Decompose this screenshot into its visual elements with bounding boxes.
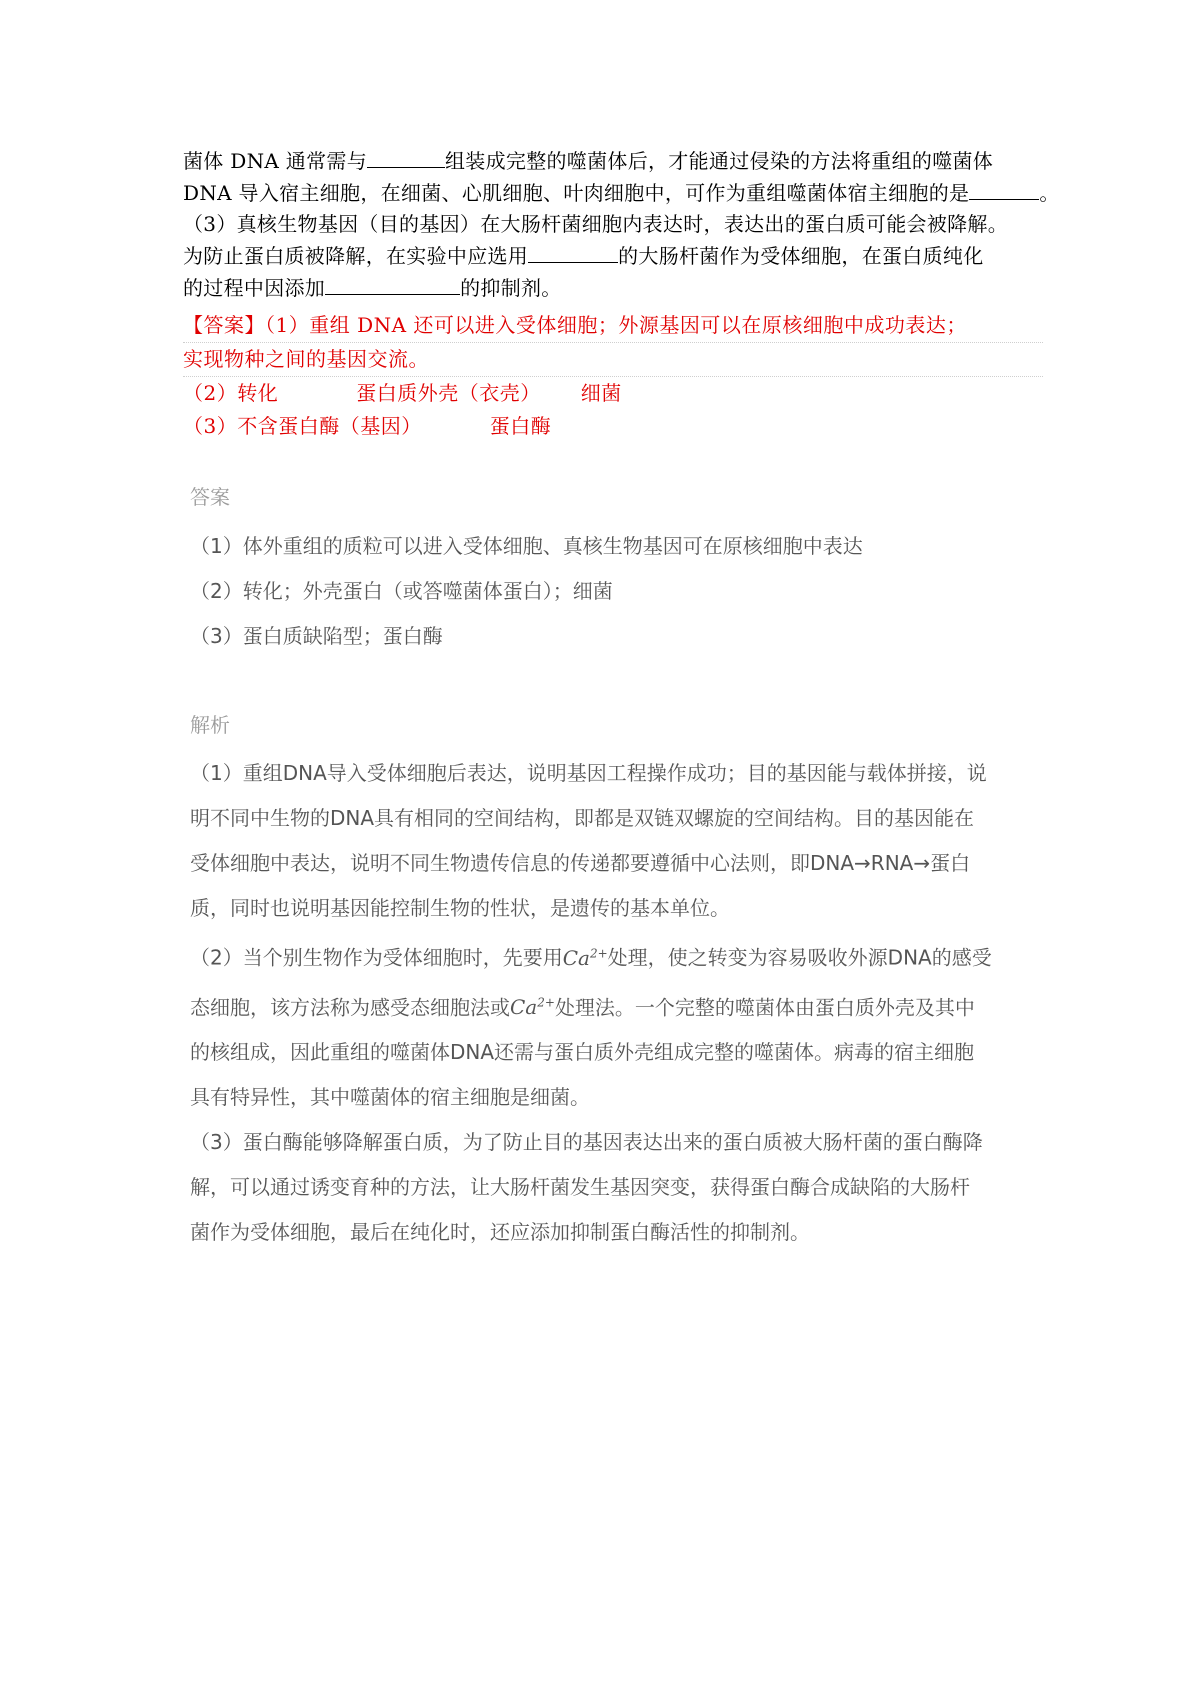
red-answer-line-2: 实现物种之间的基因交流。 [183,343,1043,377]
analysis-p3-line-3: 菌作为受体细胞，最后在纯化时，还应添加抑制蛋白酶活性的抑制剂。 [190,1220,810,1245]
grey-answer-block [190,483,1110,659]
analysis-p3-line-1: （3）蛋白酶能够降解蛋白质，为了防止目的基因表达出来的蛋白质被大肠杆菌的蛋白酶降 [190,1130,983,1155]
answer-blank-4 [325,272,460,295]
analysis-p2-line-3: 的核组成，因此重组的噬菌体DNA还需与蛋白质外壳组成完整的噬菌体。病毒的宿主细胞 [190,1040,975,1065]
analysis-p2-line-2: 态细胞，该方法称为感受态细胞法或$Ca^{2+}$处理法。一个完整的噬菌体由蛋白质外壳及其中 [190,995,975,1020]
answer-blank-2 [969,177,1039,200]
question-line-1: 菌体 DNA 通常需与 组装成完整的噬菌体后，才能通过侵染的方法将重组的噬菌体 [183,145,1043,177]
red-answer-line-4: （3）不含蛋白酶（基因） 蛋白酶 [183,414,552,438]
analysis-p1-line-1: （1）重组DNA导入受体细胞后表达，说明基因工程操作成功；目的基因能与载体拼接，说 [190,761,987,785]
analysis-p3-line-2: 解，可以通过诱变育种的方法，让大肠杆菌发生基因突变，获得蛋白酶合成缺陷的大肠杆 [190,1175,970,1200]
answer-heading: 答案 [190,485,230,509]
analysis-p1-line-3: 受体细胞中表达，说明不同生物遗传信息的传递都要遵循中心法则，即DNA→RNA→蛋白 [190,851,971,875]
question-line-3: （3）真核生物基因（目的基因）在大肠杆菌细胞内表达时，表达出的蛋白质可能会被降解。 [183,212,1009,236]
analysis-p2-line-1: （2）当个别生物作为受体细胞时，先要用$Ca^{2+}$处理，使之转变为容易吸收外源DNA的感受 [190,945,992,970]
red-answer-line-1: 【答案】（1）重组 DNA 还可以进入受体细胞；外源基因可以在原核细胞中成功表达； [183,309,1043,343]
red-answer-block [183,309,1043,443]
red-answer-line-3: （2）转化 蛋白质外壳（衣壳） 细菌 [183,381,622,405]
analysis-p2-line-4: 具有特异性，其中噬菌体的宿主细胞是细菌。 [190,1085,590,1110]
answer-item-2: （2）转化；外壳蛋白（或答噬菌体蛋白）；细菌 [190,579,613,603]
question-block [183,145,1060,304]
answer-blank-1 [367,145,445,168]
analysis-heading: 解析 [190,713,230,737]
analysis-p1-line-2: 明不同中生物的DNA具有相同的空间结构，即都是双链双螺旋的空间结构。目的基因能在 [190,806,975,830]
answer-blank-3 [528,240,618,263]
question-line-4: 为防止蛋白质被降解，在实验中应选用 的大肠杆菌作为受体细胞，在蛋白质纯化 [183,240,1043,272]
analysis-block [190,711,1110,1255]
answer-item-3: （3）蛋白质缺陷型；蛋白酶 [190,624,443,648]
calcium-ion-formula: $Ca^{2+}$ [562,945,608,970]
answer-item-1: （1）体外重组的质粒可以进入受体细胞、真核生物基因可在原核细胞中表达 [190,534,863,558]
question-line-2: DNA 导入宿主细胞，在细菌、心肌细胞、叶肉细胞中，可作为重组噬菌体宿主细胞的是 。 [183,177,1043,209]
analysis-p1-line-4: 质，同时也说明基因能控制生物的性状，是遗传的基本单位。 [190,896,730,920]
calcium-ion-formula: $Ca^{2+}$ [510,995,555,1020]
question-line-5: 的过程中因添加 的抑制剂。 [183,272,1043,304]
